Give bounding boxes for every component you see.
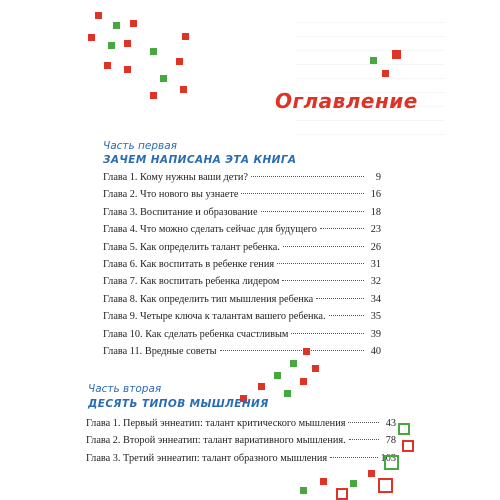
- decor-square: [104, 62, 111, 69]
- toc-entry: Глава 3. Третий эннеатип: талант образного мышления 103: [86, 452, 396, 464]
- decor-square: [124, 40, 131, 47]
- decor-square: [95, 12, 102, 19]
- decor-square: [176, 58, 183, 65]
- decor-square: [300, 487, 307, 494]
- toc-entry: Глава 9. Четыре ключа к талантам вашего ребенка. 35: [103, 311, 381, 323]
- toc-entry: Глава 6. Как воспитать в ребенке гения 31: [103, 258, 381, 270]
- toc-entry: Глава 2. Второй эннеатип: талант вариативного мышления. 78: [86, 435, 396, 447]
- decor-square: [392, 50, 401, 59]
- decor-square: [180, 86, 187, 93]
- toc-entry: Глава 8. Как определить тип мышления ребенка 34: [103, 293, 381, 305]
- decor-square: [274, 372, 281, 379]
- decor-square: [108, 42, 115, 49]
- part2-label: Часть вторая: [88, 383, 162, 395]
- decor-square: [350, 480, 357, 487]
- decor-square: [150, 92, 157, 99]
- faint-background-text: [295, 10, 445, 135]
- decor-square: [378, 478, 393, 493]
- decor-square: [160, 75, 167, 82]
- decor-square: [258, 383, 265, 390]
- toc-entry: Глава 11. Вредные советы 40: [103, 345, 381, 357]
- part2-title: ДЕСЯТЬ ТИПОВ МЫШЛЕНИЯ: [88, 398, 269, 410]
- decor-square: [398, 423, 410, 435]
- decor-square: [150, 48, 157, 55]
- toc-part1: [103, 172, 381, 363]
- decor-square: [113, 22, 120, 29]
- decor-square: [382, 70, 389, 77]
- decor-square: [336, 488, 348, 500]
- toc-entry: Глава 1. Первый эннеатип: талант критического мышления 43: [86, 418, 396, 429]
- toc-entry: Глава 5. Как определить талант ребенка. 26: [103, 241, 381, 253]
- toc-part2: [86, 418, 396, 470]
- decor-square: [312, 365, 319, 372]
- decor-square: [124, 66, 131, 73]
- toc-entry: Глава 1. Кому нужны ваши дети? 9: [103, 172, 381, 183]
- decor-square: [290, 360, 297, 367]
- toc-entry: Глава 2. Что нового вы узнаете 16: [103, 189, 381, 201]
- part1-title: ЗАЧЕМ НАПИСАНА ЭТА КНИГА: [103, 154, 297, 166]
- decor-square: [303, 348, 310, 355]
- toc-entry: Глава 4. Что можно сделать сейчас для будущего 23: [103, 224, 381, 236]
- toc-entry: Глава 7. Как воспитать ребенка лидером 32: [103, 276, 381, 288]
- decor-square: [284, 390, 291, 397]
- decor-square: [300, 378, 307, 385]
- decor-square: [370, 57, 377, 64]
- toc-entry: Глава 10. Как сделать ребенка счастливым 39: [103, 328, 381, 340]
- decor-square: [88, 34, 95, 41]
- toc-entry: Глава 3. Воспитание и образование 18: [103, 206, 381, 218]
- decor-square: [130, 20, 137, 27]
- page-title: Оглавление: [275, 89, 418, 113]
- decor-square: [368, 470, 375, 477]
- decor-square: [384, 455, 399, 470]
- decor-square: [182, 33, 189, 40]
- part1-label: Часть первая: [103, 140, 177, 152]
- decor-square: [320, 478, 327, 485]
- decor-square: [402, 440, 414, 452]
